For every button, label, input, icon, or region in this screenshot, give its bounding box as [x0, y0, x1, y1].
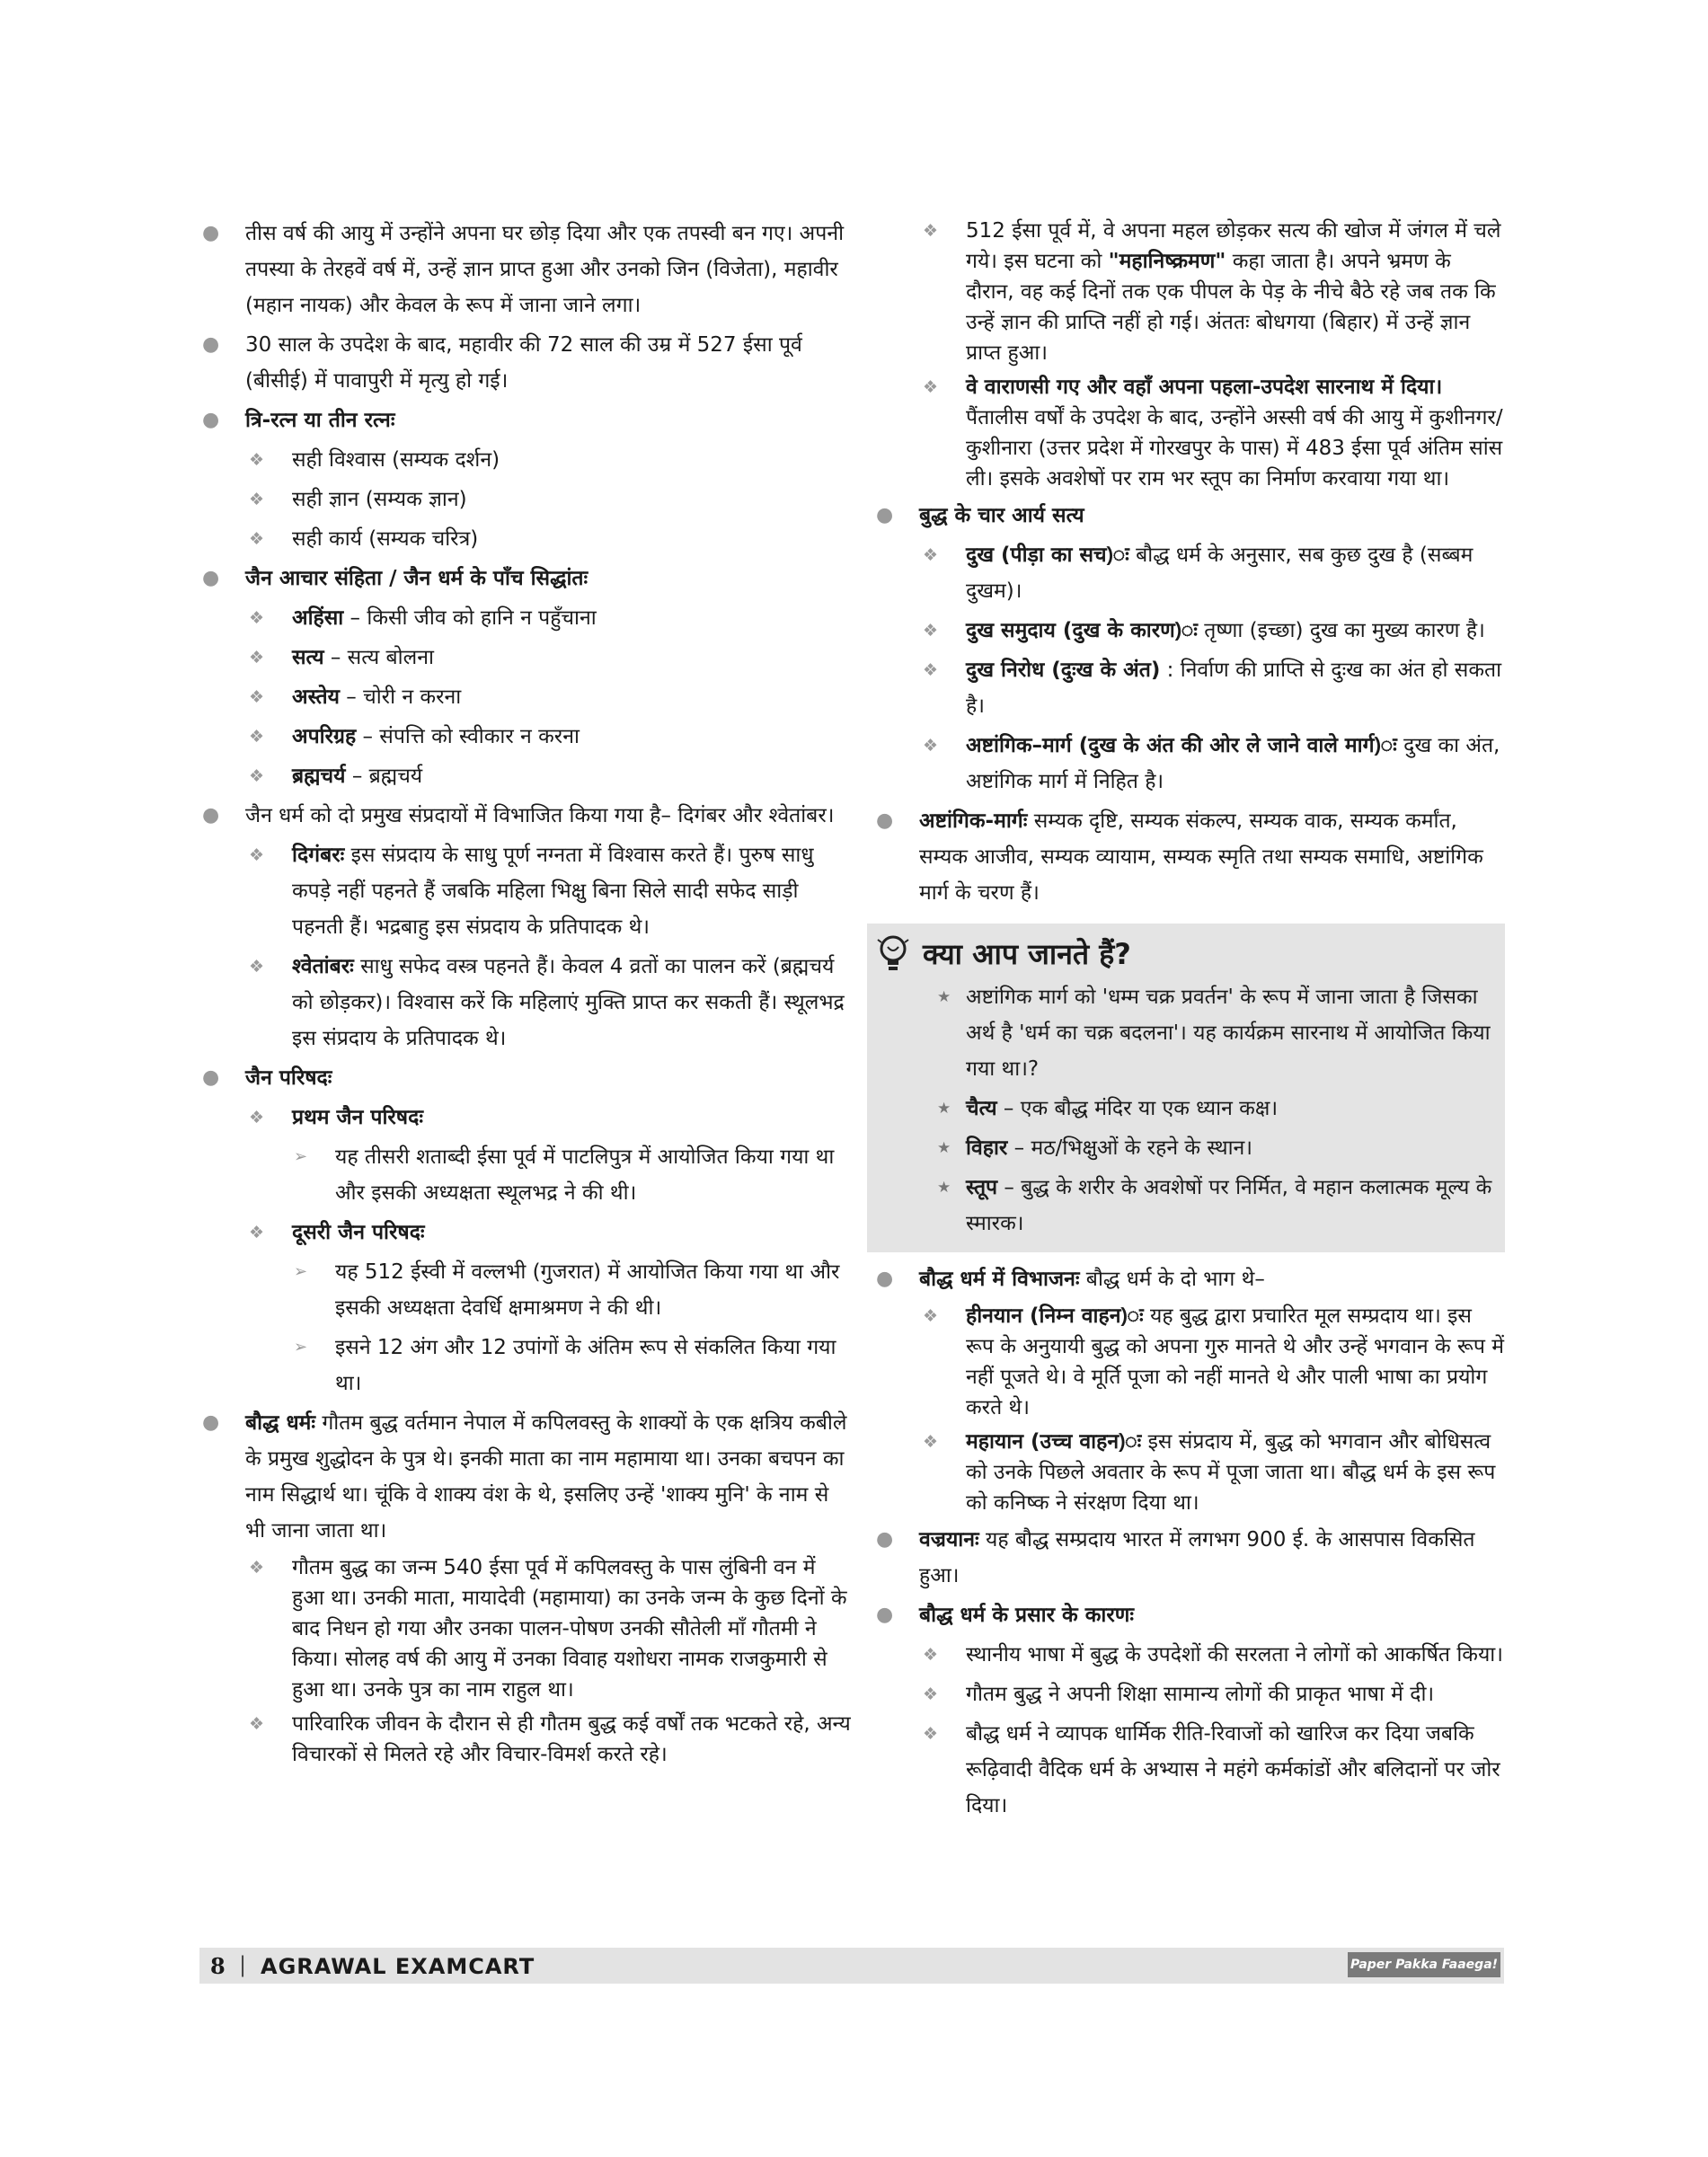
item-heading: हीनयान (निम्न वाहन)ः — [966, 1304, 1144, 1328]
right-list-item — [867, 613, 1505, 649]
item-text: गौतम बुद्ध का जन्म 540 ईसा पूर्व में कपिलवस्तु के पास लुंबिनी वन में हुआ था। उनकी माता, मायादेवी (महामाया) का उनके जन्म के कुछ दिनों के बाद निधन हो गया और उनका पालन-पोषण उनकी सौतेली माँ गौतमी ने किया। सोलह वर्ष की आयु में उनका विवाह यशोधरा नामक राजकुमारी से हुआ था। उनके पुत्र का नाम राहुल था। — [292, 1556, 847, 1702]
page-number: 8 — [210, 1953, 226, 1979]
bullet-marker-icon: ❖ — [923, 221, 939, 241]
item-heading: महायान (उच्च वाहन)ः — [966, 1430, 1142, 1454]
bullet-marker-icon: ● — [876, 1604, 894, 1626]
item-text: – चोरी न करना — [339, 685, 462, 709]
left-list-item — [193, 1709, 854, 1770]
right-list-item — [867, 1597, 1505, 1633]
item-heading: ब्रह्मचर्य — [292, 765, 346, 788]
item-text: स्थानीय भाषा में बुद्ध के उपदेशों की सरलता ने लोगों को आकर्षित किया। — [966, 1643, 1503, 1666]
item-heading: सत्य — [292, 646, 324, 669]
item-text: सही विश्वास (सम्यक दर्शन) — [292, 448, 500, 472]
left-list-item — [193, 1552, 854, 1705]
left-list-item — [193, 521, 854, 557]
item-heading: चैत्य — [966, 1097, 997, 1120]
right-list-item — [867, 728, 1505, 800]
star-icon: ★ — [937, 988, 951, 1006]
bullet-marker-icon: ● — [202, 1066, 220, 1089]
item-heading: त्रि-रत्न या तीन रत्नः — [245, 409, 395, 432]
right-list-item — [867, 216, 1505, 368]
bullet-marker-icon: ❖ — [923, 545, 939, 565]
left-list-item — [193, 1139, 854, 1211]
bullet-marker-icon: ❖ — [923, 1432, 939, 1452]
right-list-item — [867, 1261, 1505, 1297]
bullet-marker-icon: ➢ — [294, 1338, 308, 1357]
item-heading: अपरिग्रह — [292, 725, 357, 748]
item-heading: जैन आचार संहिता / जैन धर्म के पाँच सिद्धांतः — [245, 567, 589, 590]
right-list-item — [867, 498, 1505, 534]
item-text: गौतम बुद्ध वर्तमान नेपाल में कपिलवस्तु के शाक्यों के एक क्षत्रिय कबीले के प्रमुख शुद्धोदन के पुत्र थे। इनकी माता का नाम महामाया था। उनका बचपन का नाम सिद्धार्थ था। चूंकि वे शाक्य वंश के थे, इसलिए उन्हें 'शाक्य मुनि' के नाम से भी जाना जाता था। — [245, 1411, 847, 1543]
did-you-know-box — [867, 924, 1505, 1252]
left-list-item — [193, 482, 854, 517]
item-heading: अष्टांगिक–मार्ग (दुख के अंत की ओर ले जाने वाले मार्ग)ः — [966, 734, 1397, 757]
item-text: साधु सफेद वस्त्र पहनते हैं। केवल 4 व्रतों का पालन करें (ब्रह्मचर्य को छोड़कर)। विश्वास करें कि महिलाएं मुक्ति प्राप्त कर सकती हैं। स्थूलभद्र इस संप्रदाय के प्रतिपादक थे। — [292, 955, 845, 1050]
bullet-marker-icon: ❖ — [249, 1108, 265, 1127]
item-heading: वे वाराणसी गए और वहाँ अपना पहला-उपदेश सारनाथ में दिया। — [966, 376, 1443, 399]
bullet-marker-icon: ❖ — [249, 1223, 265, 1242]
bullet-marker-icon: ➢ — [294, 1147, 308, 1166]
item-heading: जैन परिषदः — [245, 1066, 332, 1090]
bullet-marker-icon: ● — [876, 1528, 894, 1551]
item-text: सही ज्ञान (सम्यक ज्ञान) — [292, 488, 467, 511]
item-text: 512 ईसा पूर्व में, वे अपना महल छोड़कर सत्य की खोज में जंगल में चले गये। इस घटना को — [966, 219, 1501, 273]
page-footer — [199, 1948, 1504, 1984]
bullet-marker-icon: ❖ — [249, 1714, 265, 1734]
item-text: गौतम बुद्ध ने अपनी शिक्षा सामान्य लोगों की प्राकृत भाषा में दी। — [966, 1683, 1435, 1706]
bullet-marker-icon: ● — [876, 504, 894, 526]
did-you-know-title-text: क्या आप जानते हैं? — [923, 937, 1131, 971]
item-text: इसने 12 अंग और 12 उपांगों के अंतिम रूप से संकलित किया गया था। — [335, 1336, 836, 1395]
item-text: – संपत्ति को स्वीकार न करना — [356, 725, 580, 748]
item-text: – किसी जीव को हानि न पहुँचाना — [343, 606, 597, 630]
left-list-item — [193, 402, 854, 438]
left-list-item — [193, 758, 854, 794]
right-list-item — [867, 537, 1505, 609]
did-you-know-list — [876, 979, 1496, 1242]
star-icon: ★ — [937, 1179, 951, 1197]
item-text: यह 512 ईस्वी में वल्लभी (गुजरात) में आयोजित किया गया था और इसकी अध्यक्षता देवर्धि क्षमाश्रमण ने की थी। — [335, 1260, 840, 1320]
left-list-item — [193, 442, 854, 478]
left-list-item — [193, 719, 854, 755]
bullet-marker-icon: ❖ — [249, 490, 265, 509]
bullet-marker-icon: ● — [202, 567, 220, 589]
bullet-marker-icon: ● — [202, 409, 220, 431]
left-list-item — [193, 837, 854, 945]
right-list-item — [867, 1676, 1505, 1712]
bullet-marker-icon: ❖ — [923, 1684, 939, 1704]
left-list-item — [193, 1405, 854, 1549]
bullet-marker-icon: ● — [202, 804, 220, 827]
item-text: यह बुद्ध द्वारा प्रचारित मूल सम्प्रदाय था। इस रूप के अनुयायी बुद्ध को अपना गुरु मानते थे और उन्हें भगवान के रूप में नहीं पूजते थे। वे मूर्ति पूजा को नहीं मानते थे और पाली भाषा का प्रयोग करते थे। — [966, 1304, 1504, 1419]
star-icon: ★ — [937, 1100, 951, 1118]
item-text: – एक बौद्ध मंदिर या एक ध्यान कक्ष। — [996, 1097, 1279, 1120]
bullet-marker-icon: ● — [876, 809, 894, 832]
did-you-know-item — [876, 979, 1496, 1087]
left-column — [193, 216, 854, 1773]
bullet-marker-icon: ❖ — [249, 957, 265, 977]
bullet-marker-icon: ● — [202, 222, 220, 244]
lightbulb-icon — [876, 934, 910, 974]
left-list-item — [193, 640, 854, 676]
item-heading: अहिंसा — [292, 606, 344, 630]
item-heading: "महानिष्क्रमण" — [1108, 250, 1226, 273]
bullet-marker-icon: ❖ — [249, 1558, 265, 1578]
right-bullet-list-top — [867, 216, 1505, 911]
item-text: : निर्वाण की प्राप्ति से दुःख का अंत हो सकता है। — [966, 659, 1502, 718]
bullet-marker-icon: ❖ — [249, 845, 265, 865]
right-list-item — [867, 1301, 1505, 1423]
item-heading: प्रथम जैन परिषदः — [292, 1106, 423, 1129]
bullet-marker-icon: ❖ — [249, 450, 265, 470]
item-text: – मठ/भिक्षुओं के रहने के स्थान। — [1007, 1136, 1253, 1160]
bullet-marker-icon: ● — [876, 1268, 894, 1290]
item-text: इस संप्रदाय में, बुद्ध को भगवान और बोधिसत्व को उनके पिछले अवतार के रूप में पूजा जाता था। बौद्ध धर्म के इस रूप को कनिष्क ने संरक्षण दिया था। — [966, 1430, 1496, 1515]
bullet-marker-icon: ❖ — [249, 766, 265, 786]
right-list-item — [867, 1637, 1505, 1673]
left-list-item — [193, 1254, 854, 1326]
brand-logo: AGRAWAL EXAMCART — [261, 1954, 535, 1979]
item-text: तीस वर्ष की आयु में उन्होंने अपना घर छोड़ दिया और एक तपस्वी बन गए। अपनी तपस्या के तेरहवें वर्ष में, उन्हें ज्ञान प्राप्त हुआ और उनको जिन (विजेता), महावीर (महान नायक) और केवल के रूप में जाना जाने लगा। — [245, 222, 845, 317]
item-heading: बुद्ध के चार आर्य सत्य — [919, 504, 1084, 527]
item-text: बौद्ध धर्म के दो भाग थे– — [1079, 1268, 1265, 1291]
item-text: सम्यक दृष्टि, सम्यक संकल्प, सम्यक वाक, सम्यक कर्मांत, सम्यक आजीव, सम्यक व्यायाम, सम्यक स्मृति तथा सम्यक समाधि, अष्टांगिक मार्ग के चरण हैं। — [919, 809, 1483, 905]
item-text: – सत्य बोलना — [323, 646, 434, 669]
left-list-item — [193, 679, 854, 715]
did-you-know-title — [876, 934, 1496, 974]
star-icon: ★ — [937, 1139, 951, 1157]
item-heading: दुख निरोध (दुःख के अंत) — [966, 659, 1161, 682]
bullet-marker-icon: ❖ — [923, 1306, 939, 1326]
left-bullet-list — [193, 216, 854, 1770]
item-heading: बौद्ध धर्मः — [245, 1411, 316, 1435]
bullet-marker-icon: ❖ — [923, 1724, 939, 1744]
item-heading: स्तूप — [966, 1176, 998, 1199]
right-list-item — [867, 1522, 1505, 1594]
footer-separator: | — [239, 1952, 247, 1977]
item-text: – बुद्ध के शरीर के अवशेषों पर निर्मित, वे महान कलात्मक मूल्य के स्मारक। — [966, 1176, 1492, 1235]
right-bullet-list-bottom — [867, 1261, 1505, 1824]
left-list-item — [193, 949, 854, 1056]
did-you-know-item — [876, 1170, 1496, 1242]
item-heading: बौद्ध धर्म में विभाजनः — [919, 1268, 1080, 1291]
bullet-marker-icon: ❖ — [923, 621, 939, 641]
item-text: इस संप्रदाय के साधु पूर्ण नग्नता में विश्वास करते हैं। पुरुष साधु कपड़े नहीं पहनते हैं जबकि महिला भिक्षु बिना सिले सादी सफेद साड़ी पहनती हैं। भद्रबाहु इस संप्रदाय के प्रतिपादक थे। — [292, 844, 814, 939]
left-list-item — [193, 1060, 854, 1096]
bullet-marker-icon: ❖ — [249, 648, 265, 667]
bullet-marker-icon: ● — [202, 333, 220, 356]
item-text: पैंतालीस वर्षों के उपदेश के बाद, उन्होंने अस्सी वर्ष की आयु में कुशीनगर/कुशीनारा (उत्तर प्रदेश में गोरखपुर के पास) में 483 ईसा पूर्व अंतिम सांस ली। इसके अवशेषों पर राम भर स्तूप का निर्माण करवाया गया था। — [966, 406, 1503, 491]
right-list-item — [867, 372, 1505, 494]
item-heading: दूसरी जैन परिषदः — [292, 1221, 425, 1244]
item-text: अष्टांगिक मार्ग को 'धम्म चक्र प्रवर्तन' के रूप में जाना जाता है जिसका अर्थ है 'धर्म का चक्र बदलना'। यह कार्यक्रम सारनाथ में आयोजित किया गया था।? — [966, 986, 1491, 1081]
bullet-marker-icon: ❖ — [923, 660, 939, 680]
item-heading: श्वेतांबरः — [292, 955, 354, 978]
item-text: बौद्ध धर्म ने व्यापक धार्मिक रीति-रिवाजों को खारिज कर दिया जबकि रूढ़िवादी वैदिक धर्म के अभ्यास ने महंगे कर्मकांडों और बलिदानों पर जोर दिया। — [966, 1722, 1500, 1817]
left-list-item — [193, 561, 854, 597]
item-text: 30 साल के उपदेश के बाद, महावीर की 72 साल की उम्र में 527 ईसा पूर्व (बीसीई) में पावापुरी में मृत्यु हो गई। — [245, 333, 802, 393]
bullet-marker-icon: ❖ — [249, 687, 265, 707]
item-heading: अस्तेय — [292, 685, 340, 709]
right-list-item — [867, 652, 1505, 724]
bullet-marker-icon: ➢ — [294, 1262, 308, 1281]
left-list-item — [193, 600, 854, 636]
item-heading: दिगंबरः — [292, 844, 345, 867]
item-heading: बौद्ध धर्म के प्रसार के कारणः — [919, 1604, 1135, 1627]
tagline-badge: Paper Pakka Faaega! — [1348, 1952, 1500, 1977]
left-list-item — [193, 327, 854, 399]
item-text: तृष्णा (इच्छा) दुख का मुख्य कारण है। — [1197, 619, 1485, 642]
item-text: – ब्रह्मचर्य — [345, 765, 423, 788]
left-list-item — [193, 798, 854, 834]
bullet-marker-icon: ❖ — [249, 727, 265, 747]
bullet-marker-icon: ❖ — [923, 377, 939, 397]
left-list-item — [193, 216, 854, 323]
did-you-know-item — [876, 1091, 1496, 1127]
bullet-marker-icon: ❖ — [249, 608, 265, 628]
item-text: यह बौद्ध सम्प्रदाय भारत में लगभग 900 ई. के आसपास विकसित हुआ। — [919, 1528, 1475, 1587]
right-list-item — [867, 1427, 1505, 1518]
right-list-item — [867, 1716, 1505, 1824]
item-text: यह तीसरी शताब्दी ईसा पूर्व में पाटलिपुत्र में आयोजित किया गया था और इसकी अध्यक्षता स्थूलभद्र ने की थी। — [335, 1145, 835, 1205]
item-heading: विहार — [966, 1136, 1008, 1160]
item-heading: दुख समुदाय (दुख के कारण)ः — [966, 619, 1198, 642]
left-list-item — [193, 1100, 854, 1136]
item-text: बौद्ध धर्म के अनुसार, सब कुछ दुख है (सब्बम दुखम)। — [966, 544, 1473, 603]
item-text: कहा जाता है। अपने भ्रमण के दौरान, वह कई दिनों तक एक पीपल के पेड़ के नीचे बैठे रहे जब तक कि उन्हें ज्ञान की प्राप्ति नहीं हो गई। अंततः बोधगया (बिहार) में उन्हें ज्ञान प्राप्त हुआ। — [966, 250, 1496, 365]
item-text: पारिवारिक जीवन के दौरान से ही गौतम बुद्ध कई वर्षों तक भटकते रहे, अन्य विचारकों से मिलते रहे और विचार-विमर्श करते रहे। — [292, 1712, 851, 1766]
right-column — [867, 216, 1505, 1827]
item-text: दुख का अंत, अष्टांगिक मार्ग में निहित है। — [966, 734, 1500, 793]
item-heading: अष्टांगिक-मार्गः — [919, 809, 1028, 833]
item-text: सही कार्य (सम्यक चरित्र) — [292, 527, 479, 551]
did-you-know-item — [876, 1130, 1496, 1166]
right-list-item — [867, 803, 1505, 911]
item-heading: दुख (पीड़ा का सच)ः — [966, 544, 1129, 567]
item-heading: वज्रयानः — [919, 1528, 979, 1551]
bullet-marker-icon: ❖ — [923, 1645, 939, 1665]
left-list-item — [193, 1215, 854, 1251]
left-list-item — [193, 1330, 854, 1401]
bullet-marker-icon: ● — [202, 1411, 220, 1434]
item-text: जैन धर्म को दो प्रमुख संप्रदायों में विभाजित किया गया है– दिगंबर और श्वेतांबर। — [245, 804, 835, 827]
bullet-marker-icon: ❖ — [923, 736, 939, 756]
bullet-marker-icon: ❖ — [249, 529, 265, 549]
